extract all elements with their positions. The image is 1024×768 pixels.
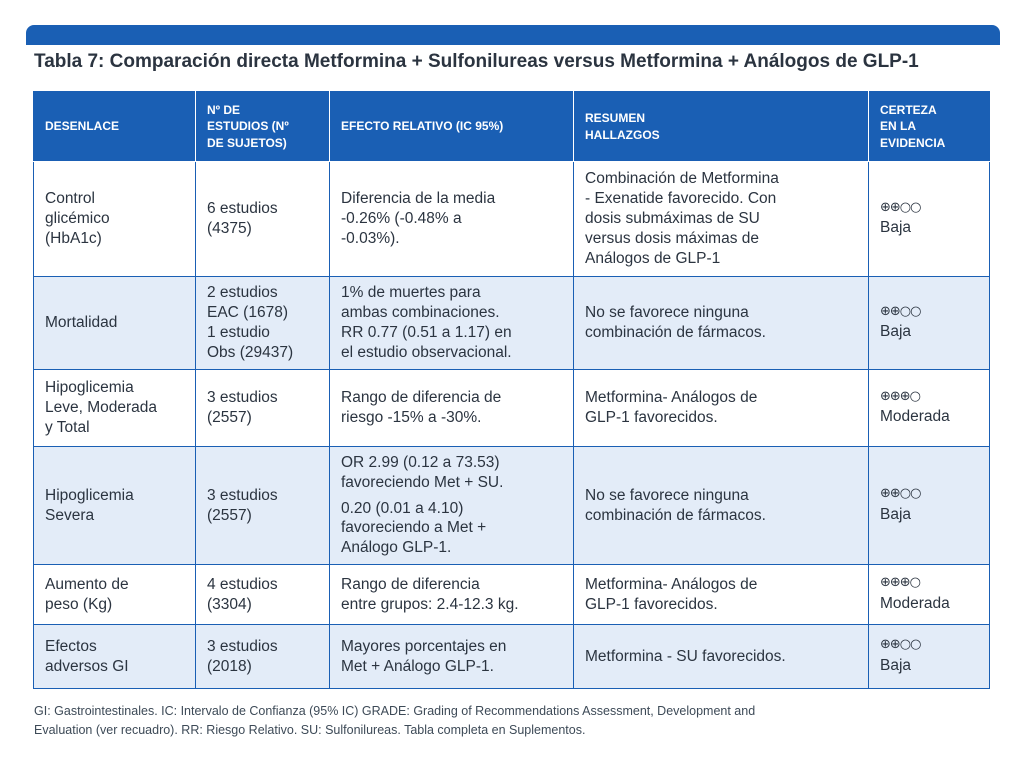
certainty-level: Baja [880, 656, 912, 674]
effect-cell: Diferencia de la media -0.26% (-0.48% a -0.03%). [330, 162, 574, 277]
certainty-cell [869, 370, 990, 447]
certainty-level: Baja [880, 323, 912, 341]
certainty-cell [869, 447, 990, 565]
certainty-cell [869, 565, 990, 625]
table-header-row [34, 92, 990, 162]
certainty-cell [869, 625, 990, 689]
effect-cell: Mayores porcentajes en Met + Análogo GLP-1. [330, 625, 574, 689]
certainty-cell [869, 162, 990, 277]
outcome-cell: Control glicémico (HbA1c) [34, 162, 196, 277]
effect-cell: Rango de diferencia de riesgo -15% a -30%. [330, 370, 574, 447]
certainty-level: Moderada [880, 594, 950, 612]
grade-rating-icon: ⊕⊕○○ [880, 303, 921, 319]
table-row [34, 370, 990, 447]
certainty-level: Baja [880, 505, 912, 523]
header-certainty: CERTEZA EN LA EVIDENCIA [869, 92, 990, 162]
grade-rating-icon: ⊕⊕⊕○ [880, 388, 921, 404]
summary-cell: No se favorece ninguna combinación de fármacos. [574, 447, 869, 565]
summary-cell: Metformina- Análogos de GLP-1 favorecidos. [574, 370, 869, 447]
certainty-level: Baja [880, 219, 912, 237]
header-outcome: DESENLACE [34, 92, 196, 162]
header-accent-bar [26, 25, 1000, 45]
studies-cell: 3 estudios (2557) [196, 447, 330, 565]
outcome-cell: Hipoglicemia Leve, Moderada y Total [34, 370, 196, 447]
summary-cell: Metformina- Análogos de GLP-1 favorecidos. [574, 565, 869, 625]
outcome-cell: Aumento de peso (Kg) [34, 565, 196, 625]
table-row [34, 447, 990, 565]
grade-rating-icon: ⊕⊕○○ [880, 199, 921, 215]
table-title: Tabla 7: Comparación directa Metformina + Sulfonilureas versus Metformina + Análogos de GLP-1 [34, 51, 919, 72]
certainty-level: Moderada [880, 408, 950, 426]
effect-cell: 1% de muertes para ambas combinaciones. RR 0.77 (0.51 a 1.17) en el estudio observacional. [330, 277, 574, 370]
header-summary: RESUMEN HALLAZGOS [574, 92, 869, 162]
certainty-cell [869, 277, 990, 370]
grade-rating-icon: ⊕⊕⊕○ [880, 575, 921, 591]
table-row [34, 277, 990, 370]
grade-rating-icon: ⊕⊕○○ [880, 486, 921, 502]
outcome-cell: Hipoglicemia Severa [34, 447, 196, 565]
table-footnote: GI: Gastrointestinales. IC: Intervalo de Confianza (95% IC) GRADE: Grading of Recommendations Assessment, Development and Evaluation (ver recuadro). RR: Riesgo Relativo. SU: Sulfonilureas. Tabla completa en Suplementos. [34, 704, 756, 738]
effect-cell: OR 2.99 (0.12 a 73.53) favoreciendo Met + SU. 0.20 (0.01 a 4.10) favoreciendo a Met + Análogo GLP-1. [330, 447, 574, 565]
summary-cell: Combinación de Metformina - Exenatide favorecido. Con dosis submáximas de SU versus dosis máximas de Análogos de GLP-1 [574, 162, 869, 277]
grade-rating-icon: ⊕⊕○○ [880, 637, 921, 653]
studies-cell: 6 estudios (4375) [196, 162, 330, 277]
studies-cell: 3 estudios (2557) [196, 370, 330, 447]
outcome-cell: Mortalidad [34, 277, 196, 370]
summary-cell: Metformina - SU favorecidos. [574, 625, 869, 689]
studies-cell: 3 estudios (2018) [196, 625, 330, 689]
header-studies: Nº DE ESTUDIOS (Nº DE SUJETOS) [196, 92, 330, 162]
comparison-table [33, 91, 990, 689]
effect-cell: Rango de diferencia entre grupos: 2.4-12.3 kg. [330, 565, 574, 625]
table-row [34, 625, 990, 689]
table-row [34, 565, 990, 625]
outcome-cell: Efectos adversos GI [34, 625, 196, 689]
table-row [34, 162, 990, 277]
studies-cell: 4 estudios (3304) [196, 565, 330, 625]
studies-cell: 2 estudios EAC (1678) 1 estudio Obs (29437) [196, 277, 330, 370]
header-effect: EFECTO RELATIVO (IC 95%) [330, 92, 574, 162]
summary-cell: No se favorece ninguna combinación de fármacos. [574, 277, 869, 370]
